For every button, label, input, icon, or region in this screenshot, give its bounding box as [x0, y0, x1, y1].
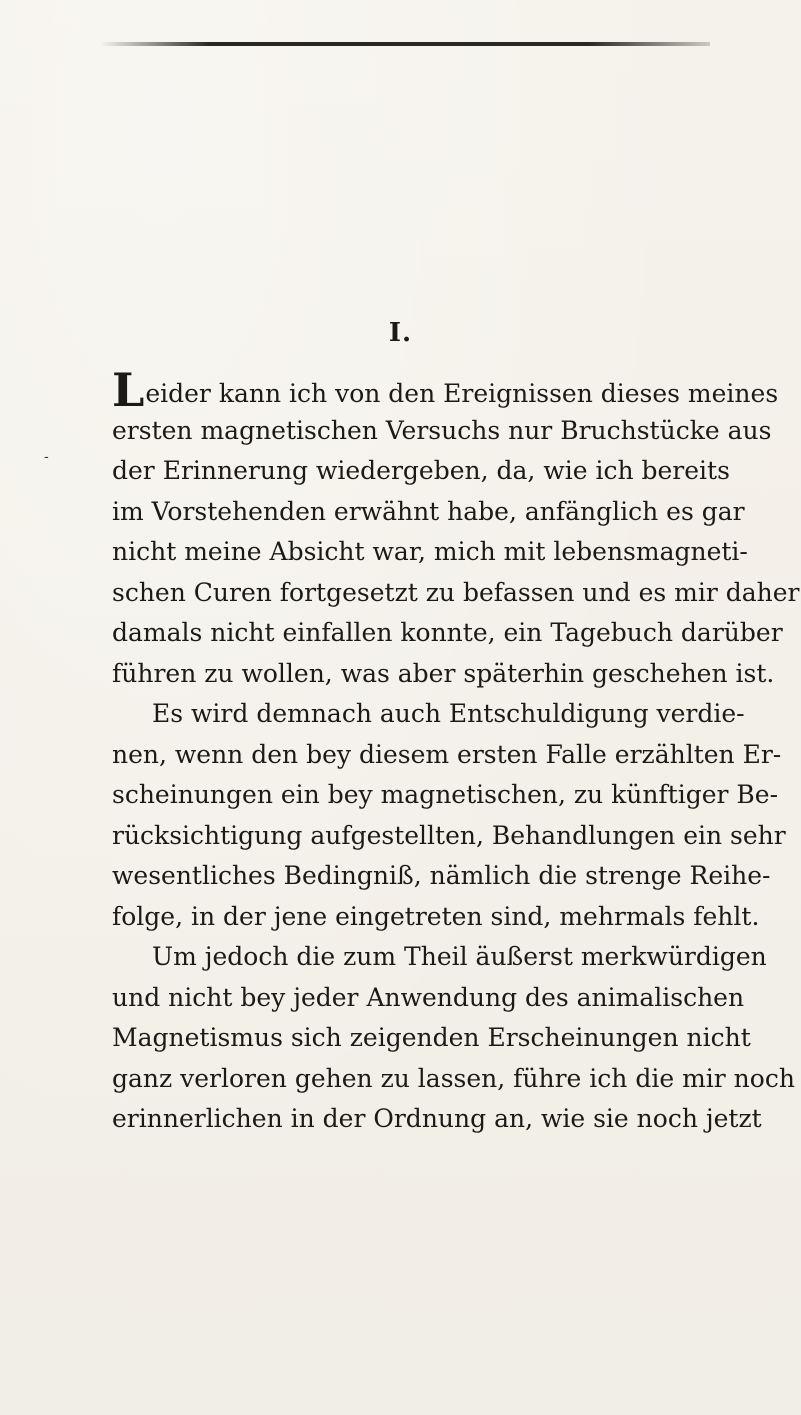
text-line: damals nicht einfallen konnte, ein Tagebuch darüber — [112, 618, 783, 647]
text-line: nen, wenn den bey diesem ersten Falle erzählten Er- — [112, 739, 782, 769]
text-line: Um jedoch die zum Theil äußerst merkwürdigen — [152, 942, 767, 971]
text-line: und nicht bey jeder Anwendung des animalischen — [112, 982, 745, 1012]
text-line: folge, in der jene eingetreten sind, mehrmals fehlt. — [112, 901, 760, 931]
chapter-number: I. — [388, 318, 413, 348]
text-line: der Erinnerung wiedergeben, da, wie ich bereits — [112, 456, 730, 485]
text-line: rücksichtigung aufgestellten, Behandlungen ein sehr — [112, 820, 786, 850]
body-text — [112, 363, 800, 1140]
text-line: nicht meine Absicht war, mich mit lebensmagneti- — [112, 537, 748, 566]
text-line: schen Curen fortgesetzt zu befassen und es mir daher — [112, 577, 800, 607]
text-line: führen zu wollen, was aber späterhin geschehen ist. — [112, 658, 775, 688]
text-line: Es wird demnach auch Entschuldigung verdie- — [152, 699, 745, 728]
margin-mark: - — [44, 449, 49, 465]
text-line: ersten magnetischen Versuchs nur Bruchstücke aus — [112, 415, 772, 445]
text-line: wesentliches Bedingniß, nämlich die strenge Reihe- — [112, 861, 771, 890]
text-line: erinnerlichen in der Ordnung an, wie sie noch jetzt — [112, 1104, 762, 1133]
drop-cap: L — [112, 363, 145, 417]
text-line-1 — [112, 363, 779, 417]
text-line: im Vorstehenden erwähnt habe, anfänglich es gar — [112, 496, 745, 526]
text-line: ganz verloren gehen zu lassen, führe ich die mir noch — [112, 1063, 795, 1093]
text-line: eider kann ich von den Ereignissen dieses meines — [145, 379, 779, 408]
text-line: Magnetismus sich zeigenden Erscheinungen nicht — [112, 1023, 751, 1052]
top-rule-line — [100, 42, 710, 46]
text-line: scheinungen ein bey magnetischen, zu künftiger Be- — [112, 780, 779, 809]
